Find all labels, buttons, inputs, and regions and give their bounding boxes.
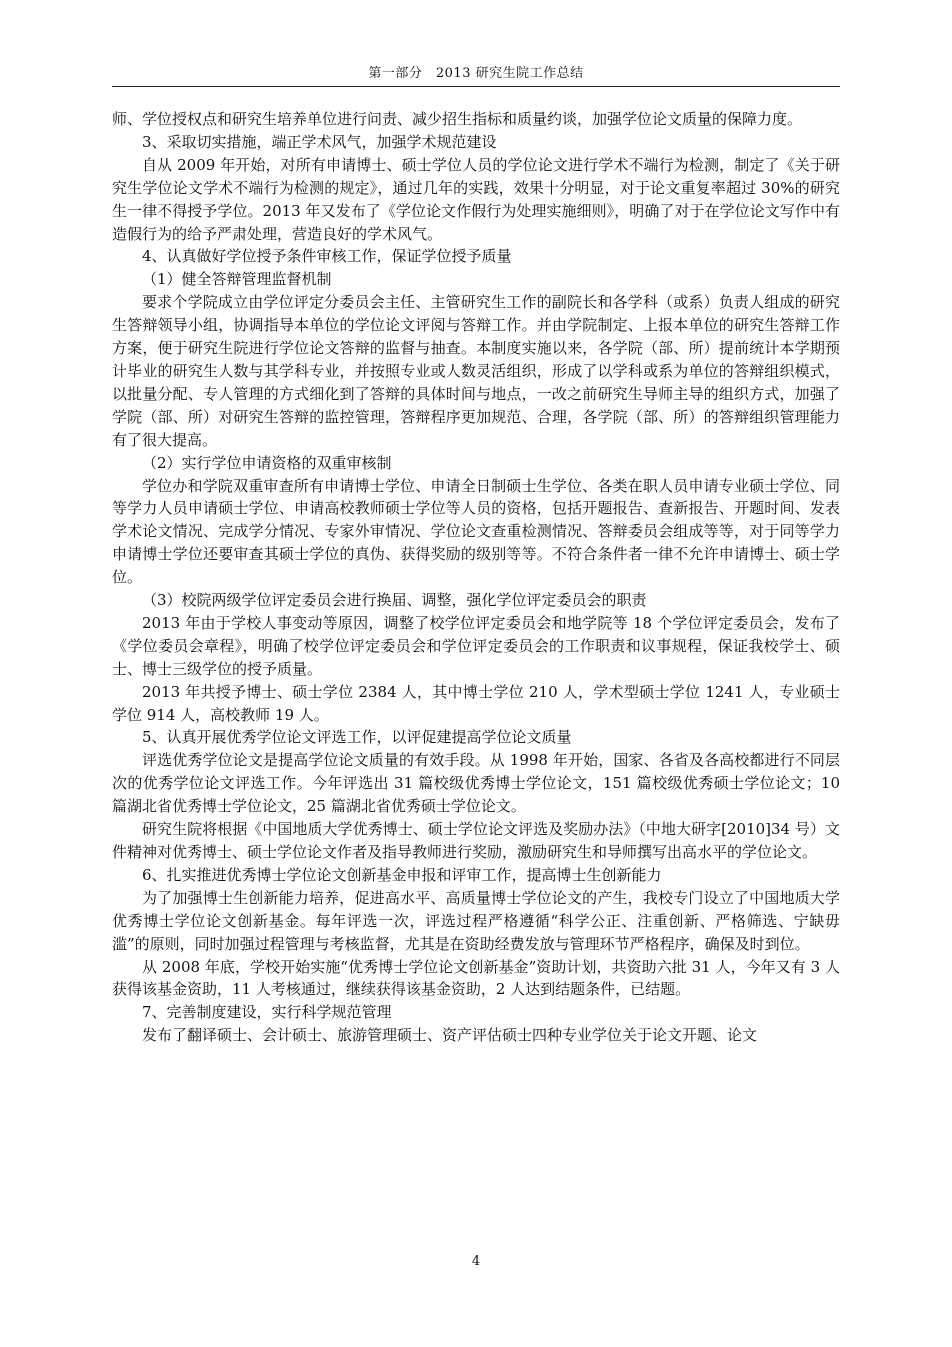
paragraph: 发布了翻译硕士、会计硕士、旅游管理硕士、资产评估硕士四种专业学位关于论文开题、论文 xyxy=(142,1026,758,1045)
section-heading: 3、采取切实措施，端正学术风气，加强学术规范建设 xyxy=(142,132,497,151)
paragraph: 自从 2009 年开始，对所有申请博士、硕士学位人员的学位论文进行学术不端行为检测，制定了《关于研究生学位论文学术不端行为检测的规定》，通过几年的实践，效果十分明显，对于论文重复率超过 30%的研究生一律不得授予学位。2013 年又发布了《学位论文作假行为处理实施细则》，明确了对于在学位论文写作中有造假行为的给予严肃处理，营造良好的学术风气。 xyxy=(112,155,840,243)
subsection-heading: （1）健全答辩管理监督机制 xyxy=(142,270,332,289)
subsection-heading: （2）实行学位申请资格的双重审核制 xyxy=(142,453,392,472)
body-text xyxy=(112,108,840,1047)
paragraph: 2013 年共授予博士、硕士学位 2384 人，其中博士学位 210 人，学术型硕士学位 1241 人，专业硕士学位 914 人，高校教师 19 人。 xyxy=(112,682,840,724)
running-header: 第一部分 2013 研究生院工作总结 xyxy=(368,66,584,81)
section-heading: 7、完善制度建设，实行科学规范管理 xyxy=(142,1003,392,1022)
paragraph: 学位办和学院双重审查所有申请博士学位、申请全日制硕士生学位、各类在职人员申请专业硕士学位、同等学力人员申请硕士学位、申请高校教师硕士学位等人员的资格，包括开题报告、查新报告、开题时间、发表学术论文情况、完成学分情况、专家外审情况、学位论文查重检测情况、答辩委员会组成等等，对于同等学力申请博士学位还要审查其硕士学位的真伪、获得奖励的级别等等。不符合条件者一律不允许申请博士、硕士学位。 xyxy=(112,476,840,587)
paragraph: 要求个学院成立由学位评定分委员会主任、主管研究生工作的副院长和各学科（或系）负责人组成的研究生答辩领导小组，协调指导本单位的学位论文评阅与答辩工作。并由学院制定、上报本单位的研究生答辩工作方案，便于研究生院进行学位论文答辩的监督与抽查。本制度实施以来，各学院（部、所）提前统计本学期预计毕业的研究生人数与其学科专业，并按照专业或人数灵活组织，形成了以学科或系为单位的答辩组织模式，以批量分配、专人管理的方式细化到了答辩的具体时间与地点，一改之前研究生导师主导的组织方式，加强了学院（部、所）对研究生答辩的监控管理，答辩程序更加规范、合理，各学院（部、所）的答辩组织管理能力有了很大提高。 xyxy=(112,293,840,449)
page-number: 4 xyxy=(471,1254,481,1269)
paragraph: 研究生院将根据《中国地质大学优秀博士、硕士学位论文评选及奖励办法》（中地大研字[2010]34 号）文件精神对优秀博士、硕士学位论文作者及指导教师进行奖励，激励研究生和导师撰写出高水平的学位论文。 xyxy=(112,820,840,861)
paragraph: 为了加强博士生创新能力培养，促进高水平、高质量博士学位论文的产生，我校专门设立了中国地质大学优秀博士学位论文创新基金。每年评选一次，评选过程严格遵循“科学公正、注重创新、严格筛选、宁缺毋滥”的原则，同时加强过程管理与考核监督，尤其是在资助经费发放与管理环节严格程序，确保及时到位。 xyxy=(112,888,840,953)
section-heading: 5、认真开展优秀学位论文评选工作，以评促建提高学位论文质量 xyxy=(142,728,572,747)
section-heading: 6、扎实推进优秀博士学位论文创新基金申报和评审工作，提高博士生创新能力 xyxy=(142,865,662,884)
paragraph: 从 2008 年底，学校开始实施“优秀博士学位论文创新基金”资助计划，共资助六批 31 人，今年又有 3 人获得该基金资助，11 人考核通过，继续获得该基金资助，2 人达到结题条件，已结题。 xyxy=(112,957,840,999)
paragraph: 评选优秀学位论文是提高学位论文质量的有效手段。从 1998 年开始，国家、各省及各高校都进行不同层次的优秀学位论文评选工作。今年评选出 31 篇校级优秀博士学位论文，151 篇校级优秀硕士学位论文；10 篇湖北省优秀博士学位论文，25 篇湖北省优秀硕士学位论文。 xyxy=(112,751,840,816)
section-heading: 4、认真做好学位授予条件审核工作，保证学位授予质量 xyxy=(142,247,512,266)
paragraph: 2013 年由于学校人事变动等原因，调整了校学位评定委员会和地学院等 18 个学位评定委员会，发布了《学位委员会章程》，明确了校学位评定委员会和学位评定委员会的工作职责和议事规程，保证我校学士、硕士、博士三级学位的授予质量。 xyxy=(112,613,840,678)
subsection-heading: （3）校院两级学位评定委员会进行换届、调整，强化学位评定委员会的职责 xyxy=(142,591,647,610)
paragraph: 师、学位授权点和研究生培养单位进行问责、减少招生指标和质量约谈，加强学位论文质量的保障力度。 xyxy=(112,110,803,128)
header-rule xyxy=(112,86,840,87)
